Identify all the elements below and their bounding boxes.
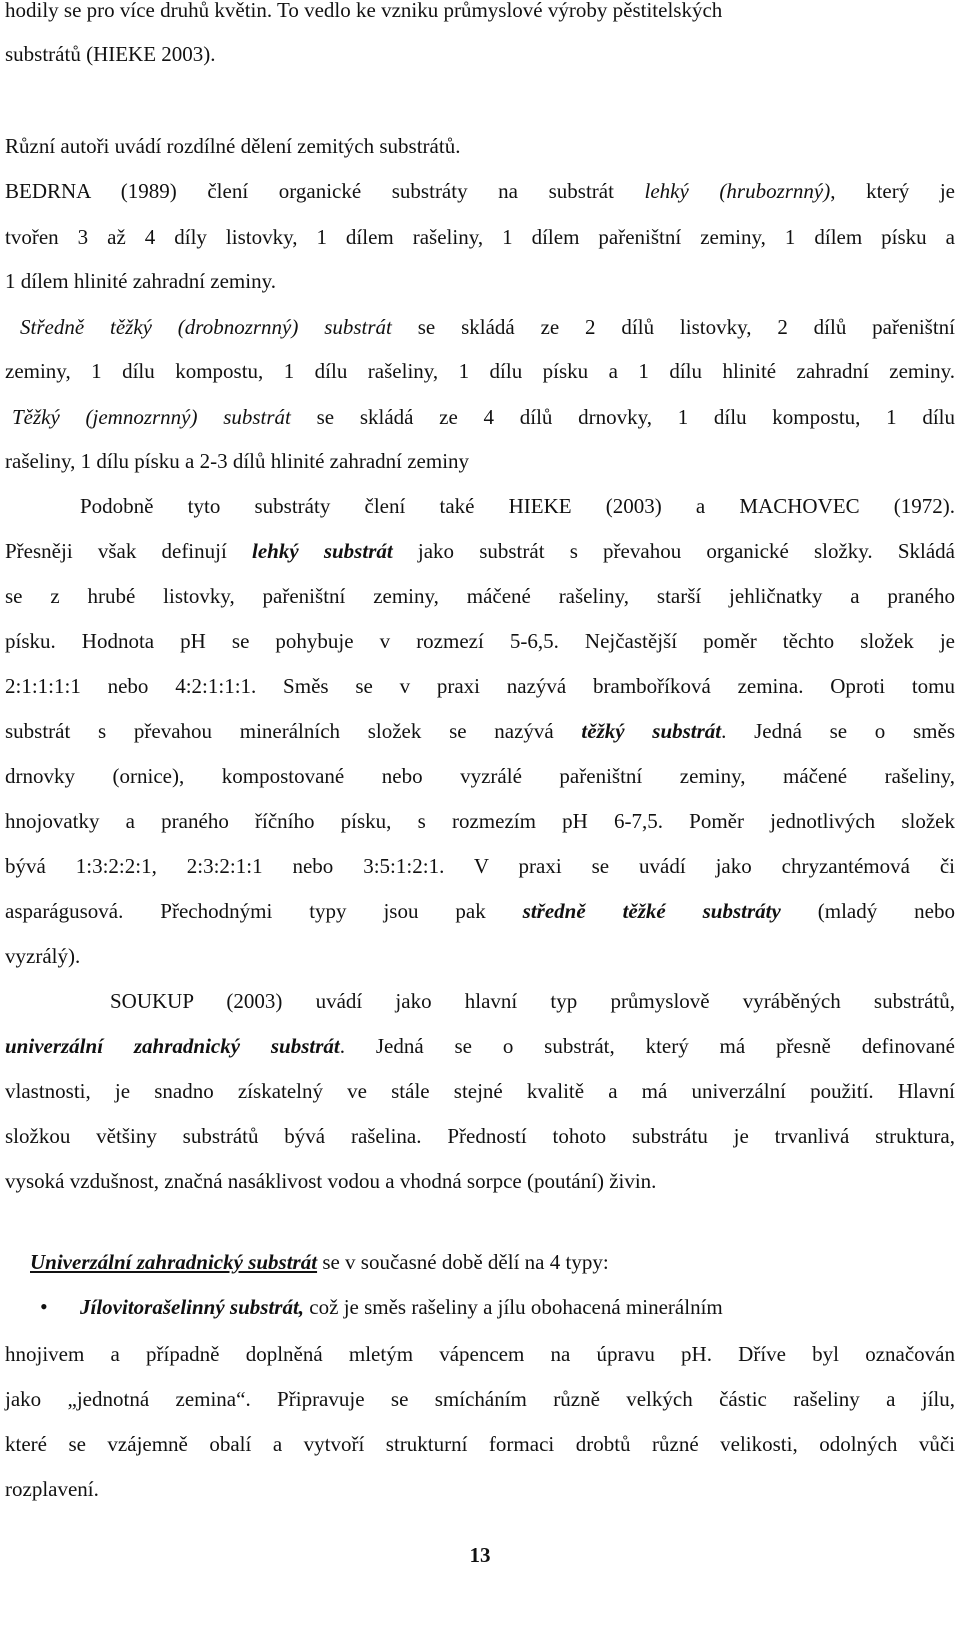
text-line: rozplavení.: [5, 1477, 99, 1501]
text-line: drnovky (ornice), kompostované nebo vyzrálé pařeništní zeminy, máčené rašeliny,: [5, 764, 955, 788]
text-line: substrátů (HIEKE 2003).: [5, 42, 216, 66]
text-line: vysoká vzdušnost, značná nasáklivost vodou a vhodná sorpce (poutání) živin.: [5, 1169, 657, 1193]
text-line: 2:1:1:1:1 nebo 4:2:1:1:1. Směs se v praxi nazývá bramboříková zemina. Oproti tomu: [5, 674, 955, 698]
text-line: složkou většiny substrátů bývá rašelina. Předností tohoto substrátu je trvanlivá struktura,: [5, 1124, 955, 1148]
text-line: písku. Hodnota pH se pohybuje v rozmezí 5-6,5. Nejčastější poměr těchto složek je: [5, 629, 955, 653]
text-line: rašeliny, 1 dílu písku a 2-3 dílů hlinité zahradní zeminy: [5, 449, 470, 473]
page-number: 13: [469, 1543, 491, 1567]
text-line: Různí autoři uvádí rozdílné dělení zemitých substrátů.: [5, 134, 461, 158]
text-line: hnojivem a případně doplněná mletým vápencem na úpravu pH. Dříve byl označován: [5, 1342, 955, 1366]
text-line: Univerzální zahradnický substrát se v současné době dělí na 4 typy:: [30, 1250, 609, 1274]
bullet-icon: [40, 1292, 54, 1322]
text-line: BEDRNA (1989) člení organické substráty na substrát lehký (hrubozrnný), který je: [5, 179, 955, 203]
text-line: univerzální zahradnický substrát. Jedná se o substrát, který má přesně definované: [5, 1034, 955, 1058]
text-line: substrát s převahou minerálních složek se nazývá těžký substrát. Jedná se o směs: [5, 719, 955, 743]
text-line: vlastnosti, je snadno získatelný ve stále stejné kvalitě a má univerzální použití. Hlavní: [5, 1079, 955, 1103]
text-line: bývá 1:3:2:2:1, 2:3:2:1:1 nebo 3:5:1:2:1. V praxi se uvádí jako chryzantémová či: [5, 854, 955, 878]
text-line: Těžký (jemnozrnný) substrát se skládá ze 4 dílů drnovky, 1 dílu kompostu, 1 dílu: [12, 405, 955, 429]
text-line: které se vzájemně obalí a vytvoří strukturní formaci drobtů různé velikosti, odolných vůči: [5, 1432, 955, 1456]
text-line: vyzrálý).: [5, 944, 81, 968]
text-line: jako „jednotná zemina“. Připravuje se smícháním různě velkých částic rašeliny a jílu,: [5, 1387, 955, 1411]
text-line: 1 dílem hlinité zahradní zeminy.: [5, 269, 276, 293]
text-line: tvořen 3 až 4 díly listovky, 1 dílem rašeliny, 1 dílem pařeništní zeminy, 1 dílem písku a: [5, 225, 955, 249]
text-line: Podobně tyto substráty člení také HIEKE (2003) a MACHOVEC (1972).: [80, 494, 955, 518]
text-line: zeminy, 1 dílu kompostu, 1 dílu rašeliny, 1 dílu písku a 1 dílu hlinité zahradní zeminy.: [5, 359, 955, 383]
text-line: hnojovatky a praného říčního písku, s rozmezím pH 6-7,5. Poměr jednotlivých složek: [5, 809, 955, 833]
text-line: Jílovitorašelinný substrát, což je směs rašeliny a jílu obohacená minerálním: [80, 1295, 723, 1319]
text-line: Přesněji však definují lehký substrát jako substrát s převahou organické složky. Skládá: [5, 539, 955, 563]
text-line: se z hrubé listovky, pařeništní zeminy, máčené rašeliny, starší jehličnatky a praného: [5, 584, 955, 608]
text-line: asparágusová. Přechodnými typy jsou pak středně těžké substráty (mladý nebo: [5, 899, 955, 923]
text-line: SOUKUP (2003) uvádí jako hlavní typ průmyslově vyráběných substrátů,: [110, 989, 955, 1013]
text-line: hodily se pro více druhů květin. To vedlo ke vzniku průmyslové výroby pěstitelských: [5, 0, 723, 22]
text-line: Středně těžký (drobnozrnný) substrát se skládá ze 2 dílů listovky, 2 dílů pařeništní: [20, 315, 955, 339]
